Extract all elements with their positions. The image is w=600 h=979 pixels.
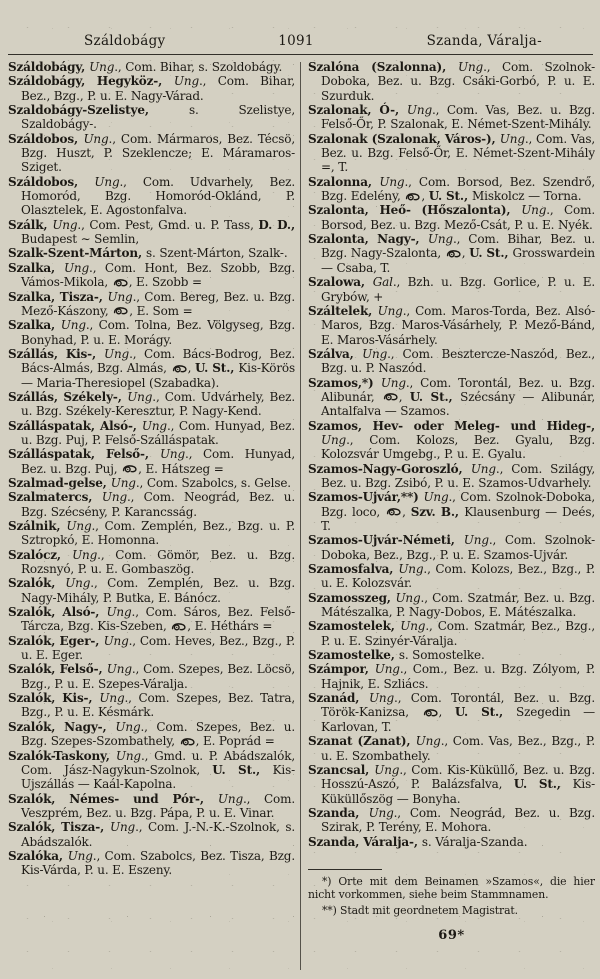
entry-text: , E. Hátszeg = bbox=[138, 461, 224, 476]
entry-headword: Szaldobágy-Szelistye, bbox=[8, 103, 190, 118]
entry bbox=[8, 490, 295, 519]
entry bbox=[308, 376, 595, 419]
posthorn-icon bbox=[121, 462, 138, 476]
entry-text: , E. Poprád = bbox=[195, 734, 275, 749]
entry-text: , E. Som = bbox=[129, 303, 193, 318]
posthorn-icon bbox=[112, 275, 129, 289]
entry-headword: U. St., bbox=[469, 246, 513, 261]
entry-text: Gal bbox=[372, 275, 393, 290]
entry-text: , bbox=[402, 504, 411, 519]
entry-headword: Szalók, Kis-, bbox=[8, 691, 100, 706]
entry-headword: U. St., bbox=[454, 705, 517, 720]
posthorn-icon bbox=[170, 619, 187, 633]
entry-text: s. Somostelke. bbox=[398, 648, 485, 663]
entry bbox=[8, 132, 295, 175]
entry-text: ., Gmd. u. P. Abádszalók, Com. Jász-Nagykun-Szolnok, bbox=[21, 748, 295, 777]
entry bbox=[8, 175, 295, 218]
entry bbox=[8, 74, 295, 103]
entry bbox=[308, 591, 595, 620]
entry-text: ., Com. Zemplén, Bez. u. Bzg. Nagy-Mihály, P. Butka, E. Bánócz. bbox=[21, 576, 295, 605]
entry-text: Ung bbox=[103, 633, 129, 648]
entry-text: Ung bbox=[99, 691, 125, 706]
entry bbox=[8, 691, 295, 720]
entry-text: Ung bbox=[423, 490, 449, 505]
entry-text: s. Szent-Márton, Szalk-. bbox=[146, 246, 288, 261]
entry-text: , bbox=[398, 389, 410, 404]
entry-headword: U. St., bbox=[212, 762, 273, 777]
entry-headword: Szalmatercs, bbox=[8, 490, 102, 505]
entry bbox=[8, 576, 295, 605]
entry bbox=[308, 619, 595, 648]
entry-text: Ung bbox=[379, 174, 405, 189]
entry-text: Ung bbox=[127, 389, 153, 404]
entry-text: ., Com. Bihar, Bez. u. Bzg. Nagy-Szalonta, bbox=[321, 232, 595, 261]
entry bbox=[8, 720, 295, 749]
entry-text: Klausenburg — Deés, T. bbox=[321, 504, 595, 533]
entry-text: Kis-Küküllőszög — Bonyha. bbox=[321, 777, 595, 806]
entry-text: Ung bbox=[60, 318, 86, 333]
footnote-rule bbox=[308, 869, 382, 870]
entry bbox=[308, 835, 595, 849]
entry-headword: Szalmad-gelse, bbox=[8, 475, 111, 490]
entry-text: Ung bbox=[173, 74, 199, 89]
entry bbox=[308, 763, 595, 806]
entry-headword: Szamos-Ujvár,**) bbox=[308, 490, 424, 505]
entry bbox=[308, 419, 595, 462]
entry-text: Szegedin — Karlovan, T. bbox=[321, 705, 595, 734]
entry-text: , bbox=[461, 246, 470, 261]
entry bbox=[308, 132, 595, 175]
entry bbox=[8, 605, 295, 634]
entry bbox=[8, 103, 295, 132]
entry-text: Ung bbox=[374, 662, 400, 677]
entry-text: Ung bbox=[368, 805, 394, 820]
entry-headword: Szalók, bbox=[8, 576, 66, 591]
footnote-2: **) Stadt mit geordnetem Magistrat. bbox=[322, 903, 518, 917]
entry-text: Ung bbox=[470, 461, 496, 476]
header-left-keyword: Száldobágy bbox=[84, 33, 166, 49]
entry-text: Ung bbox=[83, 131, 109, 146]
entry-headword: Szálva, bbox=[308, 346, 363, 361]
entry-text: Ung bbox=[115, 748, 141, 763]
entry-text: Ung bbox=[107, 289, 133, 304]
entry-headword: Számpor, bbox=[308, 662, 375, 677]
entry-headword: Szalók, Felső-, bbox=[8, 662, 107, 677]
entry bbox=[308, 347, 595, 376]
entry-text: ., Com. Borsod, Bez. u. Bzg. Mező-Csát, P. u. E. Nyék. bbox=[321, 203, 595, 232]
entry bbox=[308, 562, 595, 591]
entry-text: ., Com. Szatmár, Bez. u. Bzg. Mátészalka, P. Nagy-Dobos, E. Mátészalka. bbox=[321, 590, 595, 620]
entry bbox=[308, 462, 595, 491]
entry-headword: Szalók-Taskony, bbox=[8, 748, 116, 763]
entry-text: Ung bbox=[63, 260, 90, 275]
entry-headword: Szalka, bbox=[8, 260, 64, 275]
entry-text: Ung bbox=[159, 447, 186, 462]
entry-text: , bbox=[438, 705, 455, 720]
entry bbox=[8, 820, 295, 849]
entry bbox=[308, 691, 595, 734]
entry-text: Ung bbox=[110, 820, 136, 835]
entry-headword: Szalók, Némes- und Pór-, bbox=[8, 791, 218, 806]
entry-headword: Szalonta, Nagy-, bbox=[308, 232, 428, 247]
entry-text: Ung bbox=[115, 719, 141, 734]
entry bbox=[308, 175, 595, 204]
entry bbox=[308, 490, 595, 533]
entry-headword: Szanat (Zanat), bbox=[308, 734, 416, 749]
entry-text: Budapest ∼ Semlin, bbox=[21, 232, 140, 247]
entry bbox=[8, 849, 295, 878]
entry-text: ., Com. Vas, Bez. u. Bzg. Felső-Őr, E. Német-Szent-Mihály =, T. bbox=[321, 131, 595, 175]
entry-headword: Szanda, Váralja-, bbox=[308, 834, 422, 849]
entry-text: ., Com. Hunyad, Bez. u. Bzg. Puj, P. Felső-Szálláspatak. bbox=[21, 418, 295, 447]
entry-headword: Szanád, bbox=[308, 691, 369, 706]
entry-text: Ung bbox=[374, 762, 400, 777]
right-column bbox=[301, 60, 595, 972]
entry-text: Ung bbox=[321, 432, 347, 447]
entry-headword: Szalók, Alsó-, bbox=[8, 605, 107, 620]
entry-text: ., Com. Pest, Gmd. u. P. Tass, bbox=[77, 217, 259, 232]
page-header bbox=[0, 0, 600, 54]
text-columns bbox=[0, 55, 600, 972]
entry-headword: Szancsal, bbox=[308, 762, 375, 777]
entry bbox=[8, 634, 295, 663]
entry-text: ., Com. Veszprém, Bez. u. Bzg. Pápa, P. u. E. Vinar. bbox=[21, 791, 295, 820]
entry-text: ., Com. Szilágy, Bez. u. Bzg. Zsibó, P. u. E. Szamos-Udvarhely. bbox=[321, 461, 595, 490]
entry-text: Szécsány — Alibunár, Antalfalva — Szamos. bbox=[321, 389, 595, 419]
entry-text: Ung bbox=[89, 60, 115, 74]
entry-text: ., Com. Borsod, Bez. Szendrő, Bzg. Edelény, bbox=[321, 174, 595, 204]
entry-headword: Szállás, Székely-, bbox=[8, 389, 128, 404]
entry-headword: Szalók, Eger-, bbox=[8, 633, 104, 648]
entry-text: ., Com. Vas, Bez., Bzg., P. u. E. Szombathely. bbox=[321, 734, 595, 763]
entry-headword: Száldobágy, bbox=[8, 60, 90, 74]
entry-headword: Szalonna, bbox=[308, 174, 380, 189]
posthorn-icon bbox=[112, 304, 129, 318]
entry-headword: Szamosfalva, bbox=[308, 562, 399, 577]
entry-headword: Szálk, bbox=[8, 217, 53, 232]
entry bbox=[308, 533, 595, 562]
entry bbox=[8, 792, 295, 821]
entry-text: Ung bbox=[395, 590, 421, 605]
entry-text: Ung bbox=[65, 576, 91, 591]
entry bbox=[8, 60, 295, 74]
entry-text: ., Com. Hont, Bez. Szobb, Bzg. Vámos-Mikola, bbox=[21, 260, 295, 290]
entry bbox=[8, 246, 295, 260]
entry-headword: Szalka, Tisza-, bbox=[8, 289, 108, 304]
entry-text: , E. Szobb = bbox=[128, 275, 202, 290]
entry-text: ., Com. Vas, Bez. u. Bzg. Felső-Őr, P. Szalonak, E. Német-Szent-Mihály. bbox=[321, 103, 595, 132]
entry-text: ., Com. Udvarhely, Bez. Homoród, Bzg. Homoród-Oklánd, P. Olasztelek, E. Agostonfalva. bbox=[21, 174, 295, 218]
entry-text: Ung bbox=[104, 346, 130, 361]
entry-text: ., Com. Mármaros, Bez. Técsö, Bzg. Huszt, P. Szeklencze; E. Máramaros-Sziget. bbox=[21, 131, 295, 175]
entry-headword: Szálláspatak, Alsó-, bbox=[8, 418, 142, 433]
entry-text: ., Com. Bereg, Bez. u. Bzg. Mező-Kászony, bbox=[21, 289, 295, 318]
entry-text: Ung bbox=[368, 691, 395, 706]
entry-headword: D. D., bbox=[258, 217, 295, 232]
posthorn-icon bbox=[445, 246, 462, 260]
entry-headword: Szamosszeg, bbox=[308, 590, 396, 605]
entry-headword: Szalonta, Heő- (Hőszalonta), bbox=[308, 203, 522, 218]
entry-text: ., Com. Zemplén, Bez., Bzg. u. P. Sztropkó, E. Homonna. bbox=[21, 519, 296, 548]
entry-text: ., Bzh. u. Bzg. Gorlice, P. u. E. Grybów, + bbox=[321, 275, 595, 304]
footnote-1: *) Orte mit dem Beinamen »Szamos«, die hier nicht vorkommen, siehe beim Stammnamen. bbox=[308, 874, 595, 901]
entry-text: ., Com. Szolnok-Doboka, Bzg. loco, bbox=[321, 490, 595, 519]
entry-text: ., Com. Hunyad, Bez. u. Bzg. Puj, bbox=[21, 447, 295, 476]
entry-text: ., Com. Kis-Küküllő, Bez. u. Bzg. Hosszú-Aszó, P. Balázsfalva, bbox=[321, 762, 595, 792]
entry-headword: Szalóna (Szalonna), bbox=[308, 60, 459, 74]
entry-headword: Szamos-Nagy-Goroszló, bbox=[308, 461, 471, 476]
entry bbox=[8, 749, 295, 792]
entry-headword: Szálláspatak, Felső-, bbox=[8, 447, 160, 462]
entry-text: Miskolcz — Torna. bbox=[472, 189, 582, 204]
entry-text: Ung bbox=[66, 519, 92, 533]
entry-headword: Szanda, bbox=[308, 805, 369, 820]
entry-headword: Száltelek, bbox=[308, 303, 378, 318]
posthorn-icon bbox=[171, 361, 188, 375]
entry-text: ., Com. Kolozs, Bez., Bzg., P. u. E. Kolozsvár. bbox=[321, 562, 595, 591]
left-column bbox=[8, 60, 300, 972]
entry-text: Ung bbox=[377, 303, 403, 318]
entry-headword: Szamos-Ujvár-Németi, bbox=[308, 533, 464, 548]
entry bbox=[8, 419, 295, 448]
entry-headword: Szalócz, bbox=[8, 547, 73, 562]
entry-headword: Száldobos, bbox=[8, 131, 84, 146]
entry-text: Ung bbox=[463, 533, 489, 548]
entry-text: Ung bbox=[52, 217, 78, 232]
entry-text: ., Com. Gömör, Bez. u. Bzg. Rozsnyó, P. u. E. Gombaszög. bbox=[21, 547, 295, 577]
entry-headword: Szalók, Nagy-, bbox=[8, 719, 116, 734]
entry-headword: U. St., bbox=[513, 777, 573, 792]
entry bbox=[308, 304, 595, 347]
entry-text: ., Com. Heves, Bez., Bzg., P. u. E. Eger. bbox=[21, 633, 295, 663]
entry-text: ., Com., Bez. u. Bzg. Zólyom, P. Hajnik, E. Szliács. bbox=[321, 662, 595, 691]
entry-headword: Szamos, Hev- oder Meleg- und Hideg-, bbox=[308, 418, 595, 433]
entry-text: ., Com. Szepes, Bez. Tatra, Bzg., P. u. E. Késmárk. bbox=[21, 691, 295, 720]
entry-text: ., Com. Bács-Bodrog, Bez. Bács-Almás, Bzg. Almás, bbox=[21, 346, 295, 376]
entry-text: , bbox=[421, 189, 429, 204]
entry-headword: Szv. B., bbox=[410, 504, 465, 519]
page-number: 1091 bbox=[278, 33, 314, 49]
posthorn-icon bbox=[179, 734, 196, 748]
entry-text: ., Com. Tolna, Bez. Völgyseg, Bzg. Bonyhad, P. u. E. Morágy. bbox=[21, 318, 295, 347]
entry-text: Ung bbox=[101, 490, 127, 505]
entry-headword: U. St., bbox=[428, 189, 472, 204]
entry bbox=[8, 218, 295, 247]
entry-text: ., Com. Bihar, Bez., Bzg., P. u. E. Nagy-Várad. bbox=[21, 74, 295, 103]
entry-headword: Szalowa, bbox=[308, 275, 373, 290]
entry-text: ., Com. Torontál, Bez. u. Bzg. Török-Kanizsa, bbox=[321, 691, 595, 720]
entry-text: Ung bbox=[217, 791, 243, 806]
entry-headword: Szálnik, bbox=[8, 519, 67, 533]
entry-text: , bbox=[187, 361, 195, 376]
entry bbox=[8, 347, 295, 390]
entry bbox=[8, 290, 295, 319]
entry-text: s. Szelistye, Szaldobágy-. bbox=[21, 103, 295, 132]
entry-text: ., Com. Torontál, Bez. u. Bzg. Alibunár, bbox=[321, 375, 595, 404]
entry-headword: Szalonak, Ó-, bbox=[308, 103, 407, 118]
entry bbox=[8, 476, 295, 490]
entry-text: Ung bbox=[406, 103, 432, 118]
entry-text: ., Com. Szepes, Bez. Löcsö, Bzg., P. u. E. Szepes-Váralja. bbox=[21, 662, 295, 691]
entry-text: ., Com. Sáros, Bez. Felső-Tárcza, Bzg. Kis-Szeben, bbox=[21, 605, 295, 634]
entry-text: ., Com. Szolnok-Doboka, Bez., Bzg., P. u. E. Szamos-Ujvár. bbox=[321, 533, 595, 562]
entry-text: Ung bbox=[380, 375, 406, 390]
entry bbox=[308, 734, 595, 763]
entry-text: Ung bbox=[106, 662, 132, 677]
entry-headword: Száldobágy, Hegyköz-, bbox=[8, 74, 174, 89]
entry-headword: U. St., bbox=[409, 389, 461, 404]
entry-text: ., Com. Neográd, Bez. u. Bzg. Szécsény, P. Karancsság. bbox=[21, 490, 295, 519]
posthorn-icon bbox=[404, 189, 421, 203]
entry-text: ., Com. Szolnok-Doboka, Bez. u. Bzg. Csáki-Gorbó, P. u. E. Szurduk. bbox=[321, 60, 595, 103]
entry-text: Ung bbox=[110, 475, 136, 490]
entry-headword: Szalóka, bbox=[8, 848, 68, 863]
entry-headword: Szalk-Szent-Márton, bbox=[8, 246, 146, 261]
entry-headword: Szalók, Tisza-, bbox=[8, 820, 111, 835]
entry bbox=[8, 261, 295, 290]
entry-text: Grosswardein — Csaba, T. bbox=[321, 246, 595, 275]
entry bbox=[308, 806, 595, 835]
entry-text: ., Com. Neográd, Bez. u. Bzg. Szirak, P. Terény, E. Mohora. bbox=[321, 805, 595, 835]
entry bbox=[308, 60, 595, 103]
posthorn-icon bbox=[382, 390, 399, 404]
entry-headword: Szállás, Kis-, bbox=[8, 346, 104, 361]
entry-text: Ung bbox=[72, 547, 98, 562]
entry bbox=[308, 648, 595, 662]
entry bbox=[308, 232, 595, 275]
entry-headword: Szamostelek, bbox=[308, 619, 401, 634]
entry-text: Ung bbox=[427, 232, 453, 247]
posthorn-icon bbox=[385, 505, 402, 519]
entry-text: ., Com. Bihar, s. Szoldobágy. bbox=[114, 60, 283, 74]
entry-text: Ung bbox=[362, 346, 388, 361]
entry-text: , E. Héthárs = bbox=[187, 619, 273, 634]
entry bbox=[8, 662, 295, 691]
entry-headword: Szamostelke, bbox=[308, 648, 399, 663]
entry-text: Ung bbox=[106, 605, 132, 620]
entry-text: Ung bbox=[521, 203, 547, 218]
entry-headword: Szalonak (Szalonak, Város-), bbox=[308, 131, 500, 146]
entry bbox=[308, 662, 595, 691]
entry-text: ., Com. Udvárhely, Bez. u. Bzg. Székely-Keresztur, P. Nagy-Kend. bbox=[21, 389, 296, 419]
entry-text: Kis-Ujszállás — Kaál-Kapolna. bbox=[21, 762, 295, 792]
entry bbox=[8, 548, 295, 577]
entry-text: Ung bbox=[67, 848, 93, 863]
entry-headword: Száldobos, bbox=[8, 174, 95, 189]
entry-text: Ung bbox=[141, 418, 167, 433]
entry-text: ., Com. Besztercze-Naszód, Bez., Bzg. u. P. Naszód. bbox=[321, 346, 595, 376]
entry-text: Ung bbox=[415, 734, 441, 749]
entry-text: ., Com. Szabolcs, s. Gelse. bbox=[135, 475, 291, 490]
header-right-keyword: Szanda, Váralja- bbox=[426, 33, 542, 49]
entry-headword: Szalka, bbox=[8, 318, 61, 333]
entry-text: Ung bbox=[458, 60, 484, 74]
entry-text: ., Com. Szepes, Bez. u. Bzg. Szepes-Szombathely, bbox=[21, 719, 295, 749]
entry-text: Kis-Körös — Maria-Theresiopel (Szabadka). bbox=[21, 361, 295, 390]
entry-headword: U. St., bbox=[194, 361, 239, 376]
entry bbox=[8, 390, 295, 419]
entry-text: Ung bbox=[400, 619, 426, 634]
entry-text: ., Com. Kolozs, Bez. Gyalu, Bzg. Kolozsvár Umgebg., P. u. E. Gyalu. bbox=[321, 432, 595, 462]
entry bbox=[8, 318, 295, 347]
entry-text: ., Com. Szabolcs, Bez. Tisza, Bzg. Kis-Várda, P. u. E. Eszeny. bbox=[21, 848, 295, 878]
entry-text: Ung bbox=[499, 131, 525, 146]
entry bbox=[308, 275, 595, 304]
entry-text: Ung bbox=[398, 562, 424, 577]
entry-text: Ung bbox=[94, 174, 120, 189]
entry bbox=[8, 447, 295, 476]
entry bbox=[308, 103, 595, 132]
entry bbox=[308, 203, 595, 232]
signature-mark: 69* bbox=[438, 928, 465, 944]
entry-text: ., Com. Maros-Torda, Bez. Alsó-Maros, Bzg. Maros-Vásárhely, P. Mező-Bánd, E. Maros-Vásárhely. bbox=[321, 303, 595, 347]
posthorn-icon bbox=[422, 705, 439, 719]
footnote-block bbox=[308, 869, 595, 944]
entry bbox=[8, 519, 295, 548]
entry-text: s. Váralja-Szanda. bbox=[421, 834, 528, 849]
entry-text: ., Com. J.-N.-K.-Szolnok, s. Abádszalók. bbox=[21, 820, 295, 849]
entry-text: ., Com. Szatmár, Bez., Bzg., P. u. E. Szinyér-Váralja. bbox=[321, 619, 595, 648]
entry-headword: Szamos,*) bbox=[308, 375, 381, 390]
